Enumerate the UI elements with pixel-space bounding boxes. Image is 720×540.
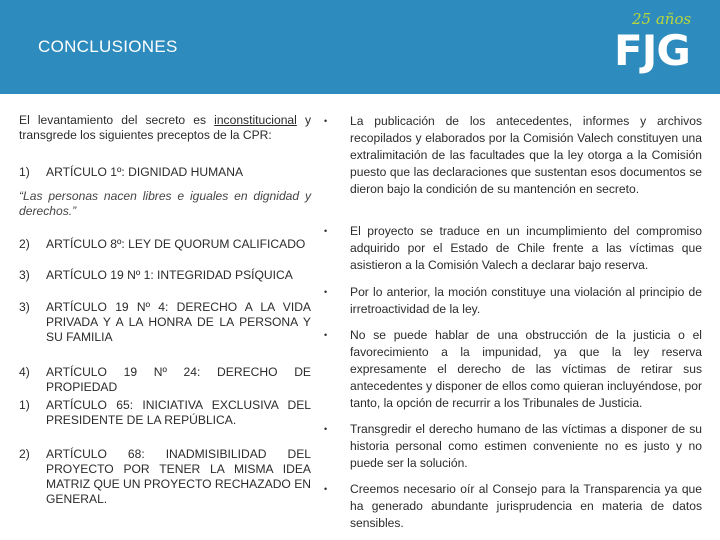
underlined-word: inconstitucional — [214, 113, 297, 127]
bullet-dot-icon: • — [324, 287, 328, 297]
header-band — [0, 0, 720, 94]
intro-paragraph: El levantamiento del secreto es inconstitucional y transgrede los siguientes preceptos de la CPR: — [19, 113, 311, 142]
fjg-logo — [612, 10, 692, 88]
bullet-dot-icon: • — [324, 484, 328, 494]
bullet-dot-icon: • — [324, 424, 328, 434]
bullet-dot-icon: • — [324, 330, 328, 340]
logo-wordmark: FJG — [614, 26, 690, 75]
quote-text: “Las personas nacen libres e iguales en dignidad y derechos.” — [19, 189, 311, 218]
logo-anniversary: 25 años — [632, 10, 692, 28]
bullet-dot-icon: • — [324, 226, 328, 236]
bullet-dot-icon: • — [324, 116, 328, 126]
slide-title: CONCLUSIONES — [38, 37, 178, 56]
